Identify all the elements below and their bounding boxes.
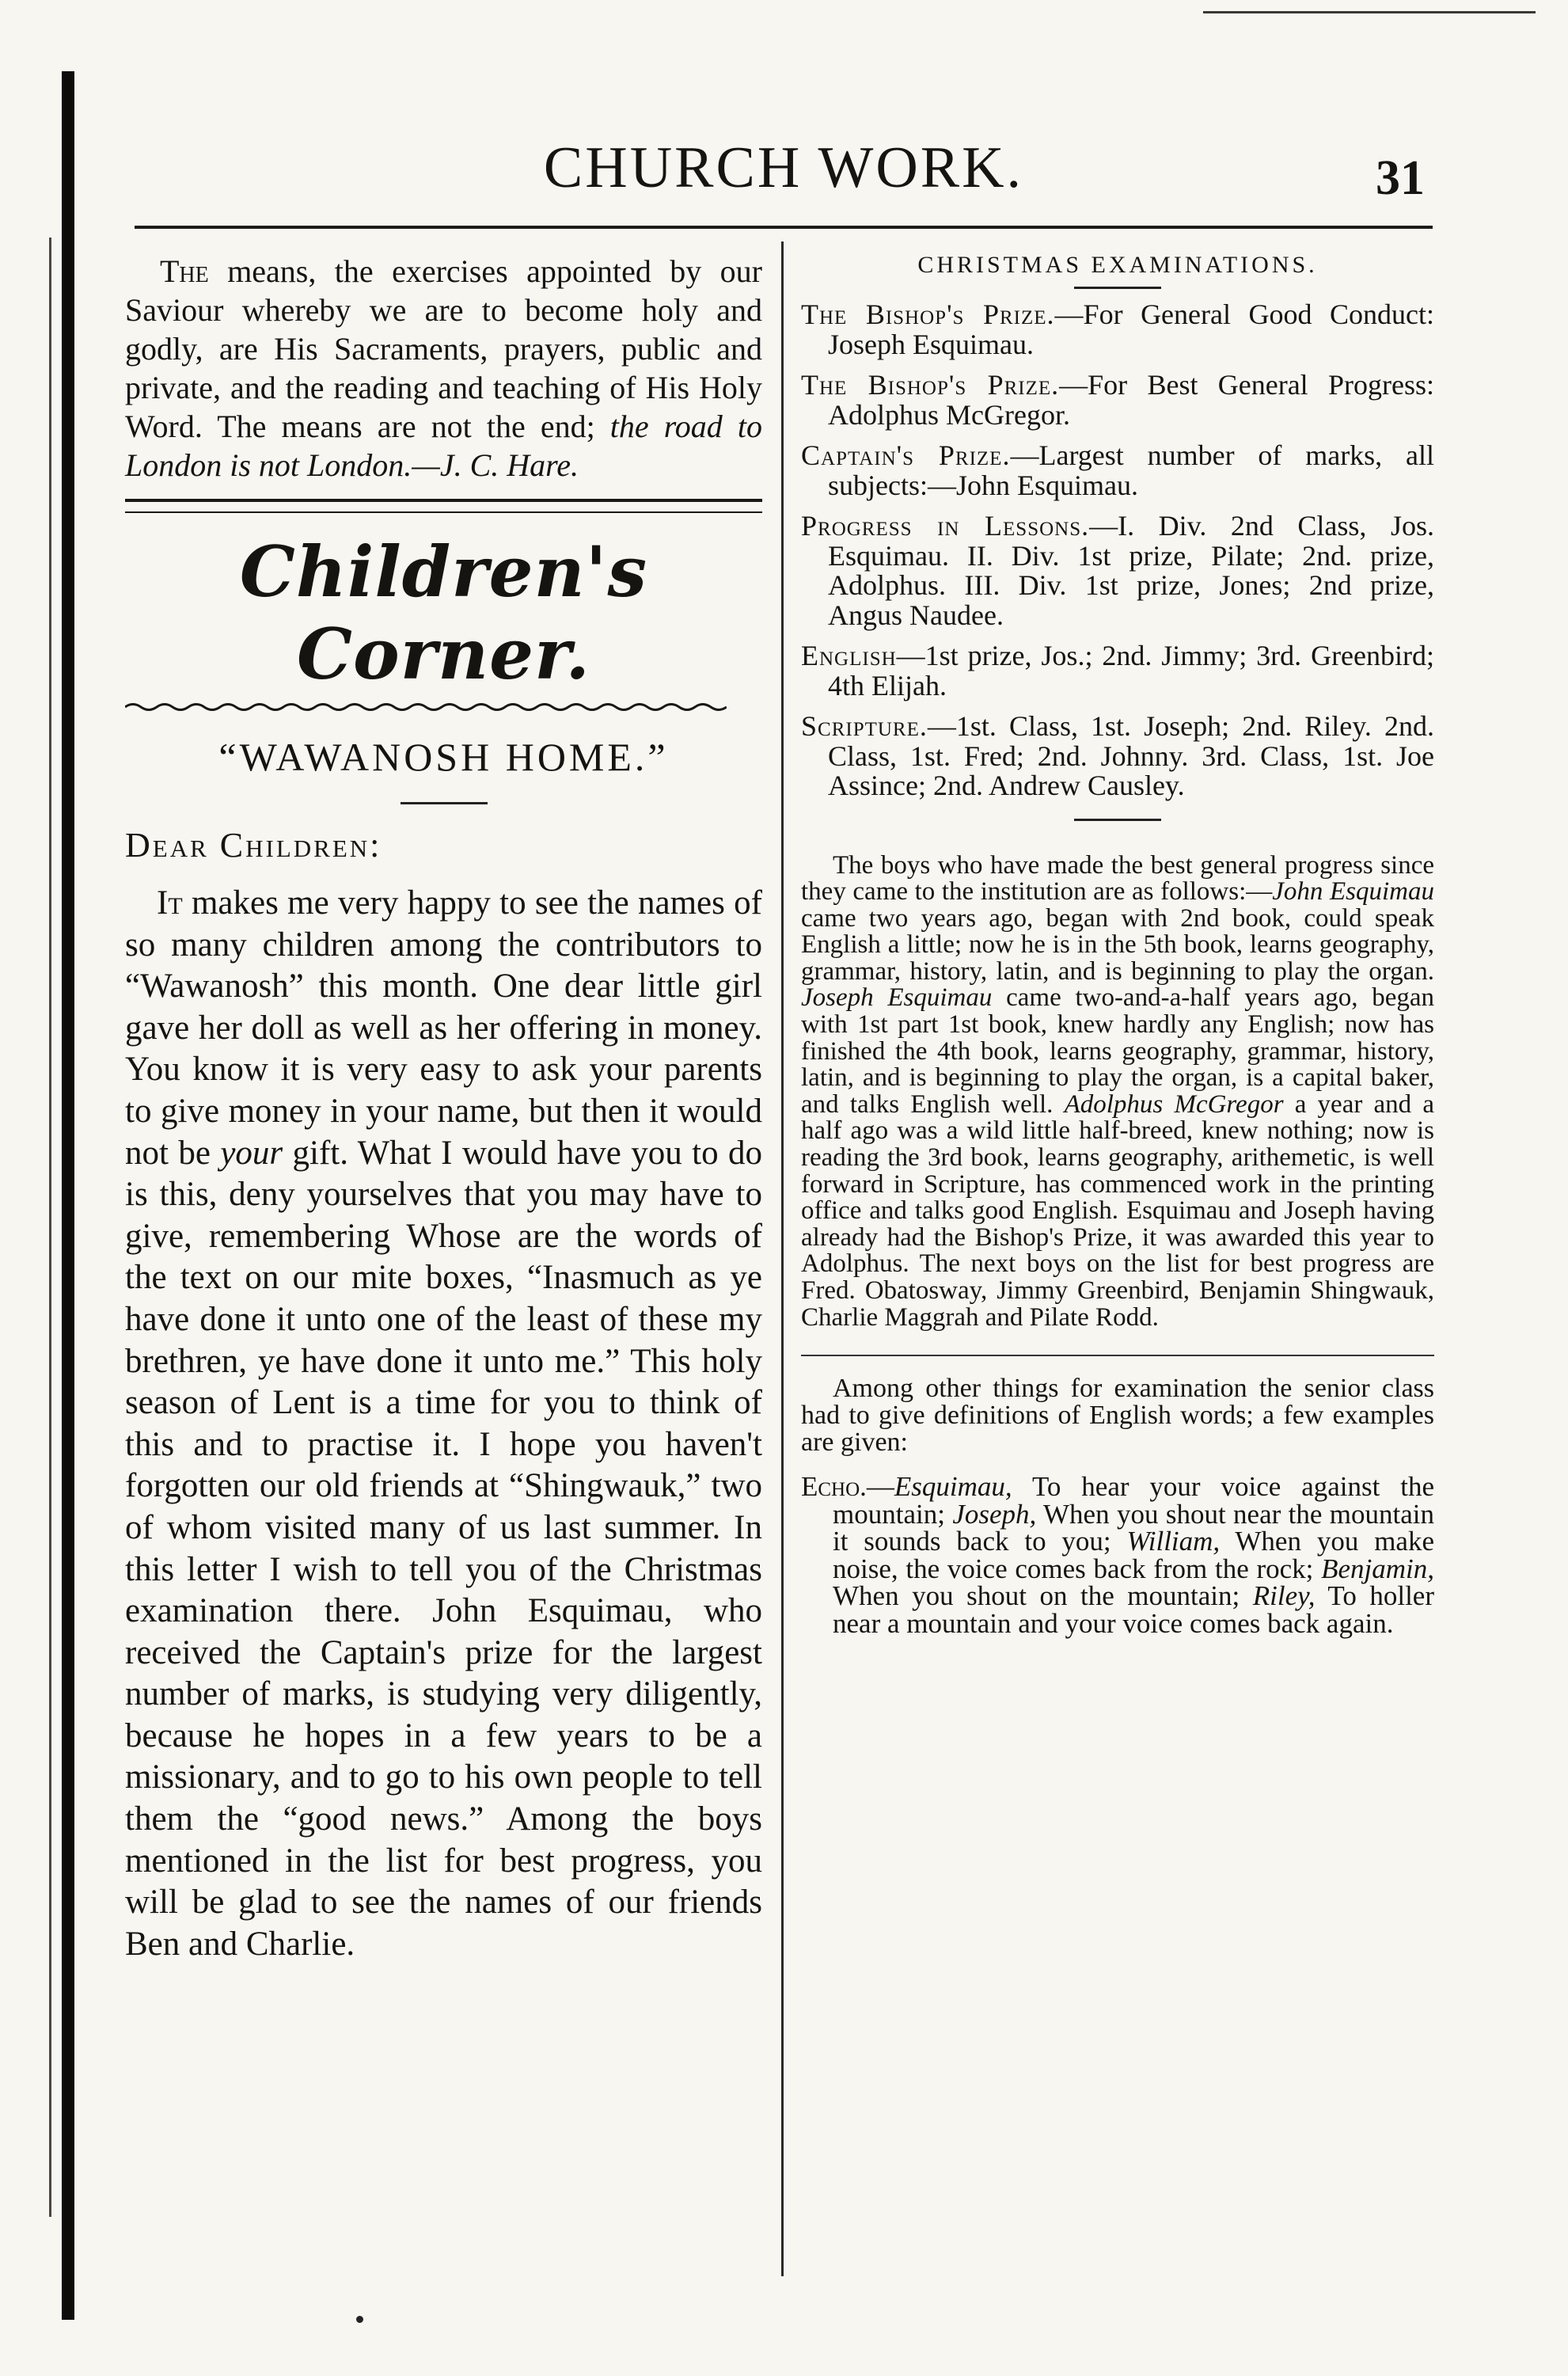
intro-text: means, the exercises appointed by our Saviour whereby we are to become holy and godly, are His Sacraments, prayers, public and private, and the reading and teaching of His Holy Word. The means are not the end; — [125, 253, 762, 444]
exam-entry — [801, 712, 1434, 801]
corner-rule — [1203, 11, 1536, 13]
intro-quote-attribution: the road to London is not London.—J. C. Hare. — [125, 409, 763, 483]
examples-intro: Among other things for examination the senior class had to give definitions of English words; a few examples are given: — [801, 1374, 1434, 1458]
report-name: Joseph Esquimau — [801, 983, 993, 1013]
binding-edge — [62, 71, 74, 2320]
report-name: John Esquimau — [1272, 877, 1434, 907]
exam-entry-label: Captain's Prize. — [801, 439, 1011, 471]
exam-entry-label: The Bishop's Prize. — [801, 369, 1060, 401]
page-header — [142, 119, 1425, 222]
definition-text: — — [866, 1471, 894, 1503]
exam-entry-text: —For Best General Progress: Adolphus McGregor. — [828, 369, 1434, 431]
right-column — [801, 252, 1434, 1637]
article-title: “WAWANOSH HOME.” — [218, 735, 669, 779]
exam-entry — [801, 511, 1434, 630]
printer-mark — [356, 2316, 363, 2323]
exam-entry-label: Progress in Lessons. — [801, 510, 1090, 542]
intro-lead: The — [160, 253, 209, 289]
left-column — [125, 252, 762, 1965]
page-number: 31 — [1376, 151, 1425, 205]
section-rule — [125, 499, 762, 513]
binding-shadow — [49, 238, 51, 2217]
salutation: Dear Children: — [125, 826, 382, 865]
title-rule — [401, 802, 488, 804]
exam-entry — [801, 300, 1434, 359]
exam-entry-text: —For General Good Conduct: Joseph Esquimau. — [828, 298, 1434, 360]
report-name: Adolphus McGregor — [1064, 1089, 1284, 1119]
definition-label: Echo. — [801, 1471, 867, 1503]
definition-text: When you shout near the mountain it sounds back to you; — [833, 1498, 1434, 1557]
letter-body — [125, 883, 762, 1965]
definition-name: Riley, — [1252, 1580, 1316, 1612]
exam-entry — [801, 441, 1434, 500]
report-text: came two years ago, began with 2nd book, could speak English a little; now he is in the 5th book, learns geography, grammar, history, latin, and is beginning to play the organ. — [801, 903, 1434, 986]
exam-entry-text: —I. Div. 2nd Class, Jos. Esquimau. II. Div. 1st prize, Pilate; 2nd. prize, Adolphus. III. Div. 1st prize, Jones; 2nd prize, Angus Naudee. — [828, 510, 1434, 631]
section-title: Children's Corner. — [239, 530, 648, 695]
letter-italic-word: your — [220, 1134, 283, 1172]
definition-text: When you shout on the mountain; — [833, 1580, 1253, 1612]
exam-entry-label: Scripture. — [801, 710, 928, 742]
exam-entry-label: English — [801, 640, 897, 671]
entries-rule — [1074, 819, 1161, 821]
letter-text-1: makes me very happy to see the names of so many children among the contributors to “Wawanosh” this month. One dear little girl gave her doll as well as her offering in money. You know it is very easy to ask your parents to give money in your name, but then it would not be — [125, 884, 762, 1172]
exam-entry-text: —1st prize, Jos.; 2nd. Jimmy; 3rd. Greenbird; 4th Elijah. — [828, 640, 1434, 701]
definition-text: To holler near a mountain and your voice comes back again. — [833, 1580, 1434, 1639]
exam-entry-text: —Largest number of marks, all subjects:—John Esquimau. — [828, 439, 1434, 501]
report-text: The boys who have made the best general progress since they came to the institution are as follows:— — [801, 850, 1434, 907]
letter-dropcap: It — [157, 884, 183, 922]
intro-paragraph — [125, 252, 762, 485]
exam-heading-rule — [1074, 287, 1161, 289]
header-rule — [135, 226, 1433, 229]
wavy-rule — [125, 701, 727, 713]
exam-entry — [801, 641, 1434, 701]
exam-entry-label: The Bishop's Prize. — [801, 298, 1055, 330]
report-text: a year and a half ago was a wild little half-breed, knew nothing; now is reading the 3rd book, learns geography, arithemetic, is well forward in Scripture, has commenced work in the printing office and talks good English. Esquimau and Joseph having already had the Bishop's Prize, it was awarded this year to Adolphus. The next boys on the list for best progress are Fred. Obatosway, Jimmy Greenbird, Benjamin Shingwauk, Charlie Maggrah and Pilate Rodd. — [801, 1089, 1434, 1332]
exam-entry — [801, 371, 1434, 430]
definition-text: To hear your voice against the mountain; — [833, 1471, 1434, 1530]
report-text: came two-and-a-half years ago, began with 1st part 1st book, knew hardly any English; now has finished the 4th book, learns geography, grammar, history, latin, and is beginning to play the organ, is a capital baker, and talks English well. — [801, 983, 1434, 1119]
progress-report — [801, 850, 1434, 1332]
letter-text-2: gift. What I would have you to do is this, deny yourselves that you may have to give, remembering Whose are the words of the text on our mite boxes, “Inasmuch as ye have done it unto one of the least of these my brethren, ye have done it unto me.” This holy season of Lent is a time for you to think of this and to practise it. I hope you haven't forgotten our old friends at “Shingwauk,” two of whom visited many of us last summer. In this letter I wish to tell you of the Christmas examination there. John Esquimau, who received the Captain's prize for the largest number of marks, is studying very diligently, because he hopes in a few years to be a missionary, and to go to his own people to tell them the “good news.” Among the boys mentioned in the list for best progress, you will be glad to see the names of our friends Ben and Charlie. — [125, 1134, 762, 1963]
exam-entry-text: —1st. Class, 1st. Joseph; 2nd. Riley. 2nd. Class, 1st. Fred; 2nd. Johnny. 3rd. Class, 1st. Joe Assince; 2nd. Andrew Causley. — [828, 710, 1434, 801]
definition-entry — [801, 1473, 1434, 1637]
definition-name: William, — [1126, 1526, 1221, 1557]
definition-name: Joseph, — [952, 1498, 1037, 1530]
definition-text: When you make noise, the voice comes back from the rock; — [833, 1526, 1434, 1584]
report-rule — [801, 1355, 1434, 1356]
running-title: CHURCH WORK. — [543, 135, 1024, 200]
definition-name: Benjamin, — [1321, 1553, 1434, 1584]
column-divider — [781, 241, 784, 2276]
definition-name: Esquimau, — [894, 1471, 1012, 1503]
exam-heading: CHRISTMAS EXAMINATIONS. — [917, 252, 1318, 278]
